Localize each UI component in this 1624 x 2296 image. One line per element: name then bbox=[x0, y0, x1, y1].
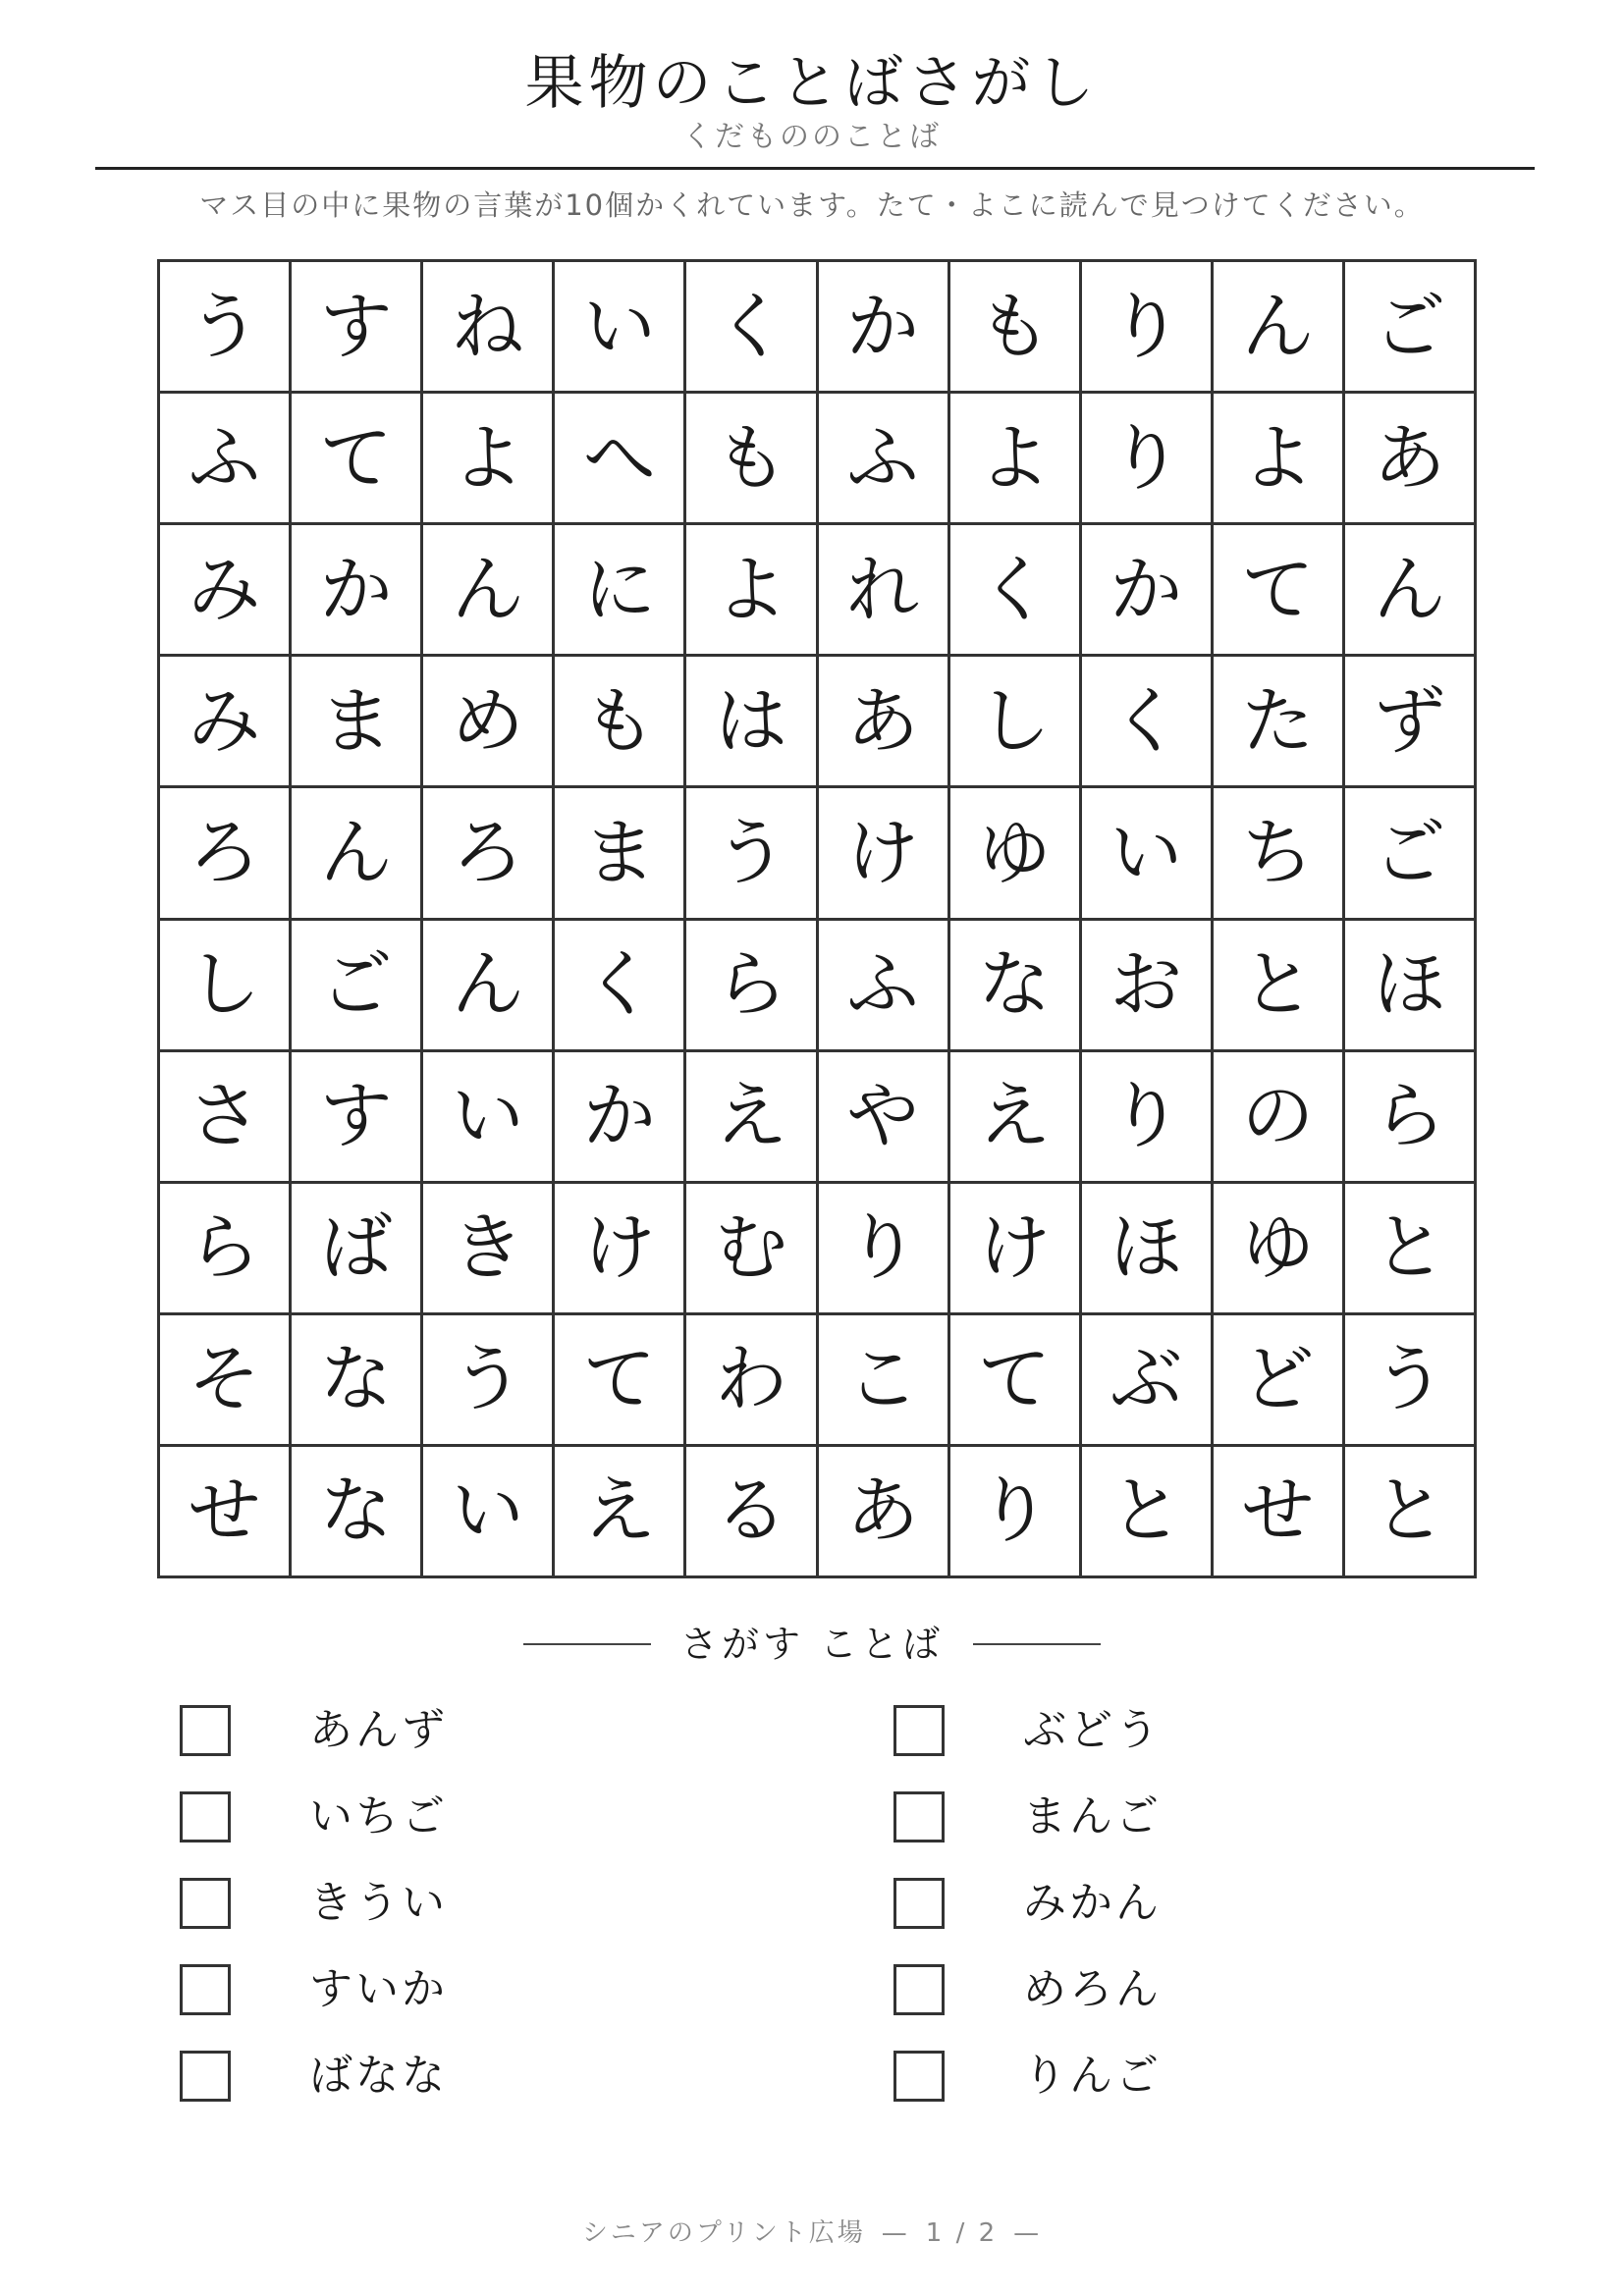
grid-cell[interactable]: ろ bbox=[160, 788, 292, 920]
word-item[interactable] bbox=[180, 1962, 448, 2017]
word-label: めろん bbox=[1023, 1964, 1162, 2014]
word-checkbox[interactable] bbox=[893, 1791, 945, 1842]
grid-cell[interactable]: そ bbox=[160, 1315, 292, 1447]
word-item[interactable] bbox=[893, 1876, 1162, 1931]
word-list-heading bbox=[0, 1615, 1624, 1674]
word-item[interactable] bbox=[893, 1962, 1162, 2017]
grid-cell[interactable]: い bbox=[555, 262, 686, 394]
grid-cell[interactable]: な bbox=[292, 1315, 423, 1447]
grid-cell[interactable]: や bbox=[819, 1052, 950, 1184]
grid-cell[interactable]: ね bbox=[423, 262, 555, 394]
footer-dash-left: — bbox=[881, 2218, 910, 2248]
grid-cell[interactable]: か bbox=[555, 1052, 686, 1184]
grid-cell[interactable]: お bbox=[1082, 921, 1214, 1052]
grid-cell[interactable]: ら bbox=[1345, 1052, 1477, 1184]
word-checkbox[interactable] bbox=[180, 2051, 231, 2102]
word-label: ぶどう bbox=[1023, 1705, 1162, 1755]
grid-cell[interactable]: は bbox=[686, 657, 818, 788]
grid-cell[interactable]: く bbox=[950, 525, 1082, 657]
grid-cell[interactable]: ん bbox=[423, 921, 555, 1052]
grid-cell[interactable]: ゆ bbox=[1214, 1184, 1345, 1315]
grid-cell[interactable]: た bbox=[1214, 657, 1345, 788]
grid-cell[interactable]: あ bbox=[1345, 394, 1477, 525]
grid-cell[interactable]: の bbox=[1214, 1052, 1345, 1184]
word-checkbox[interactable] bbox=[893, 1878, 945, 1929]
grid-cell[interactable]: ほ bbox=[1082, 1184, 1214, 1315]
grid-cell[interactable]: な bbox=[292, 1447, 423, 1578]
word-item[interactable] bbox=[893, 1703, 1162, 1758]
grid-cell[interactable]: む bbox=[686, 1184, 818, 1315]
footer-dash-right: — bbox=[1013, 2218, 1043, 2248]
word-label: ばなな bbox=[309, 2051, 448, 2101]
word-checkbox[interactable] bbox=[893, 1964, 945, 2015]
grid-cell[interactable]: ふ bbox=[160, 394, 292, 525]
footer-site-name: シニアのプリント広場 bbox=[581, 2218, 866, 2248]
page-subtitle: くだもののことば bbox=[682, 120, 942, 154]
grid-cell[interactable]: え bbox=[950, 1052, 1082, 1184]
grid-cell[interactable]: あ bbox=[819, 657, 950, 788]
word-label: まんご bbox=[1023, 1791, 1162, 1842]
grid-cell[interactable]: よ bbox=[686, 525, 818, 657]
word-item[interactable] bbox=[180, 1789, 448, 1844]
grid-cell[interactable]: か bbox=[819, 262, 950, 394]
grid-cell[interactable]: あ bbox=[819, 1447, 950, 1578]
grid-cell[interactable]: り bbox=[1082, 1052, 1214, 1184]
grid-cell[interactable]: く bbox=[555, 921, 686, 1052]
word-checkbox[interactable] bbox=[180, 1878, 231, 1929]
grid-cell[interactable]: ん bbox=[292, 788, 423, 920]
grid-cell[interactable]: い bbox=[1082, 788, 1214, 920]
grid-cell[interactable]: か bbox=[292, 525, 423, 657]
title-divider bbox=[95, 167, 1535, 170]
word-label: いちご bbox=[309, 1791, 448, 1842]
grid-cell[interactable]: よ bbox=[1214, 394, 1345, 525]
grid-cell[interactable]: る bbox=[686, 1447, 818, 1578]
word-checkbox[interactable] bbox=[893, 1705, 945, 1756]
grid-cell[interactable]: ゆ bbox=[950, 788, 1082, 920]
grid-cell[interactable]: ほ bbox=[1345, 921, 1477, 1052]
grid-cell[interactable]: ん bbox=[1345, 525, 1477, 657]
grid-cell[interactable]: り bbox=[1082, 394, 1214, 525]
grid-cell[interactable]: う bbox=[1345, 1315, 1477, 1447]
grid-cell[interactable]: す bbox=[292, 1052, 423, 1184]
grid-cell[interactable]: ち bbox=[1214, 788, 1345, 920]
grid-cell[interactable]: と bbox=[1082, 1447, 1214, 1578]
word-label: りんご bbox=[1023, 2051, 1162, 2101]
grid-cell[interactable]: き bbox=[423, 1184, 555, 1315]
word-label: すいか bbox=[309, 1964, 448, 2014]
grid-cell[interactable]: し bbox=[950, 657, 1082, 788]
word-label: みかん bbox=[1023, 1878, 1162, 1928]
word-item[interactable] bbox=[180, 2049, 448, 2104]
heading-right-rule bbox=[973, 1643, 1101, 1645]
grid-cell[interactable]: い bbox=[423, 1052, 555, 1184]
word-checkbox[interactable] bbox=[180, 1705, 231, 1756]
grid-cell[interactable]: よ bbox=[950, 394, 1082, 525]
word-checkbox[interactable] bbox=[180, 1791, 231, 1842]
grid-cell[interactable]: も bbox=[950, 262, 1082, 394]
grid-cell[interactable]: ご bbox=[292, 921, 423, 1052]
grid-cell[interactable]: し bbox=[160, 921, 292, 1052]
grid-cell[interactable]: ば bbox=[292, 1184, 423, 1315]
grid-cell[interactable]: ろ bbox=[423, 788, 555, 920]
grid-cell[interactable]: く bbox=[686, 262, 818, 394]
grid-cell[interactable]: ま bbox=[555, 788, 686, 920]
grid-cell[interactable]: と bbox=[1214, 921, 1345, 1052]
grid-cell[interactable]: け bbox=[950, 1184, 1082, 1315]
grid-cell[interactable]: さ bbox=[160, 1052, 292, 1184]
grid-cell[interactable]: ん bbox=[1214, 262, 1345, 394]
word-search-grid bbox=[157, 259, 1477, 1578]
grid-cell[interactable]: も bbox=[555, 657, 686, 788]
grid-cell[interactable]: う bbox=[686, 788, 818, 920]
grid-cell[interactable]: ら bbox=[686, 921, 818, 1052]
word-item[interactable] bbox=[893, 2049, 1162, 2104]
footer-page-number: 1 / 2 bbox=[925, 2218, 999, 2248]
grid-cell[interactable]: よ bbox=[423, 394, 555, 525]
grid-cell[interactable]: い bbox=[423, 1447, 555, 1578]
grid-cell[interactable]: ら bbox=[160, 1184, 292, 1315]
grid-cell[interactable]: け bbox=[555, 1184, 686, 1315]
grid-cell[interactable]: せ bbox=[1214, 1447, 1345, 1578]
grid-cell[interactable]: け bbox=[819, 788, 950, 920]
grid-cell[interactable]: こ bbox=[819, 1315, 950, 1447]
grid-cell[interactable]: う bbox=[423, 1315, 555, 1447]
grid-cell[interactable]: ぶ bbox=[1082, 1315, 1214, 1447]
word-checkbox[interactable] bbox=[180, 1964, 231, 2015]
grid-cell[interactable]: ど bbox=[1214, 1315, 1345, 1447]
grid-cell[interactable]: れ bbox=[819, 525, 950, 657]
grid-cell[interactable]: ん bbox=[423, 525, 555, 657]
grid-cell[interactable]: と bbox=[1345, 1447, 1477, 1578]
grid-cell[interactable]: な bbox=[950, 921, 1082, 1052]
grid-cell[interactable]: て bbox=[950, 1315, 1082, 1447]
word-item[interactable] bbox=[180, 1703, 448, 1758]
page-title: 果物のことばさがし bbox=[524, 49, 1100, 118]
grid-cell[interactable]: か bbox=[1082, 525, 1214, 657]
grid-cell[interactable]: わ bbox=[686, 1315, 818, 1447]
grid-cell[interactable]: み bbox=[160, 525, 292, 657]
grid-cell[interactable]: ふ bbox=[819, 921, 950, 1052]
grid-cell[interactable]: ふ bbox=[819, 394, 950, 525]
grid-cell[interactable]: て bbox=[1214, 525, 1345, 657]
word-checkbox[interactable] bbox=[893, 2051, 945, 2102]
grid-cell[interactable]: り bbox=[950, 1447, 1082, 1578]
instructions-text: マス目の中に果物の言葉が10個かくれています。たて・よこに読んで見つけてください。 bbox=[199, 188, 1425, 222]
word-label: きうい bbox=[309, 1878, 448, 1928]
word-item[interactable] bbox=[180, 1876, 448, 1931]
grid-cell[interactable]: へ bbox=[555, 394, 686, 525]
grid-cell[interactable]: り bbox=[1082, 262, 1214, 394]
grid-cell[interactable]: て bbox=[555, 1315, 686, 1447]
grid-cell[interactable]: え bbox=[686, 1052, 818, 1184]
grid-cell[interactable]: ご bbox=[1345, 262, 1477, 394]
word-label: あんず bbox=[309, 1705, 448, 1755]
grid-cell[interactable]: て bbox=[292, 394, 423, 525]
word-item[interactable] bbox=[893, 1789, 1162, 1844]
grid-cell[interactable]: う bbox=[160, 262, 292, 394]
grid-cell[interactable]: め bbox=[423, 657, 555, 788]
grid-cell[interactable]: え bbox=[555, 1447, 686, 1578]
grid-cell[interactable]: ず bbox=[1345, 657, 1477, 788]
grid-cell[interactable]: ご bbox=[1345, 788, 1477, 920]
word-list bbox=[0, 1703, 1624, 2145]
grid-cell[interactable]: も bbox=[686, 394, 818, 525]
heading-left-rule bbox=[523, 1643, 651, 1645]
grid-cell[interactable]: と bbox=[1345, 1184, 1477, 1315]
word-list-heading-text: さがす ことば bbox=[679, 1623, 945, 1666]
grid-cell[interactable]: す bbox=[292, 262, 423, 394]
grid-cell[interactable]: に bbox=[555, 525, 686, 657]
grid-cell[interactable]: ま bbox=[292, 657, 423, 788]
page-footer bbox=[0, 2214, 1624, 2253]
grid-cell[interactable]: り bbox=[819, 1184, 950, 1315]
grid-cell[interactable]: み bbox=[160, 657, 292, 788]
grid-cell[interactable]: せ bbox=[160, 1447, 292, 1578]
grid-cell[interactable]: く bbox=[1082, 657, 1214, 788]
